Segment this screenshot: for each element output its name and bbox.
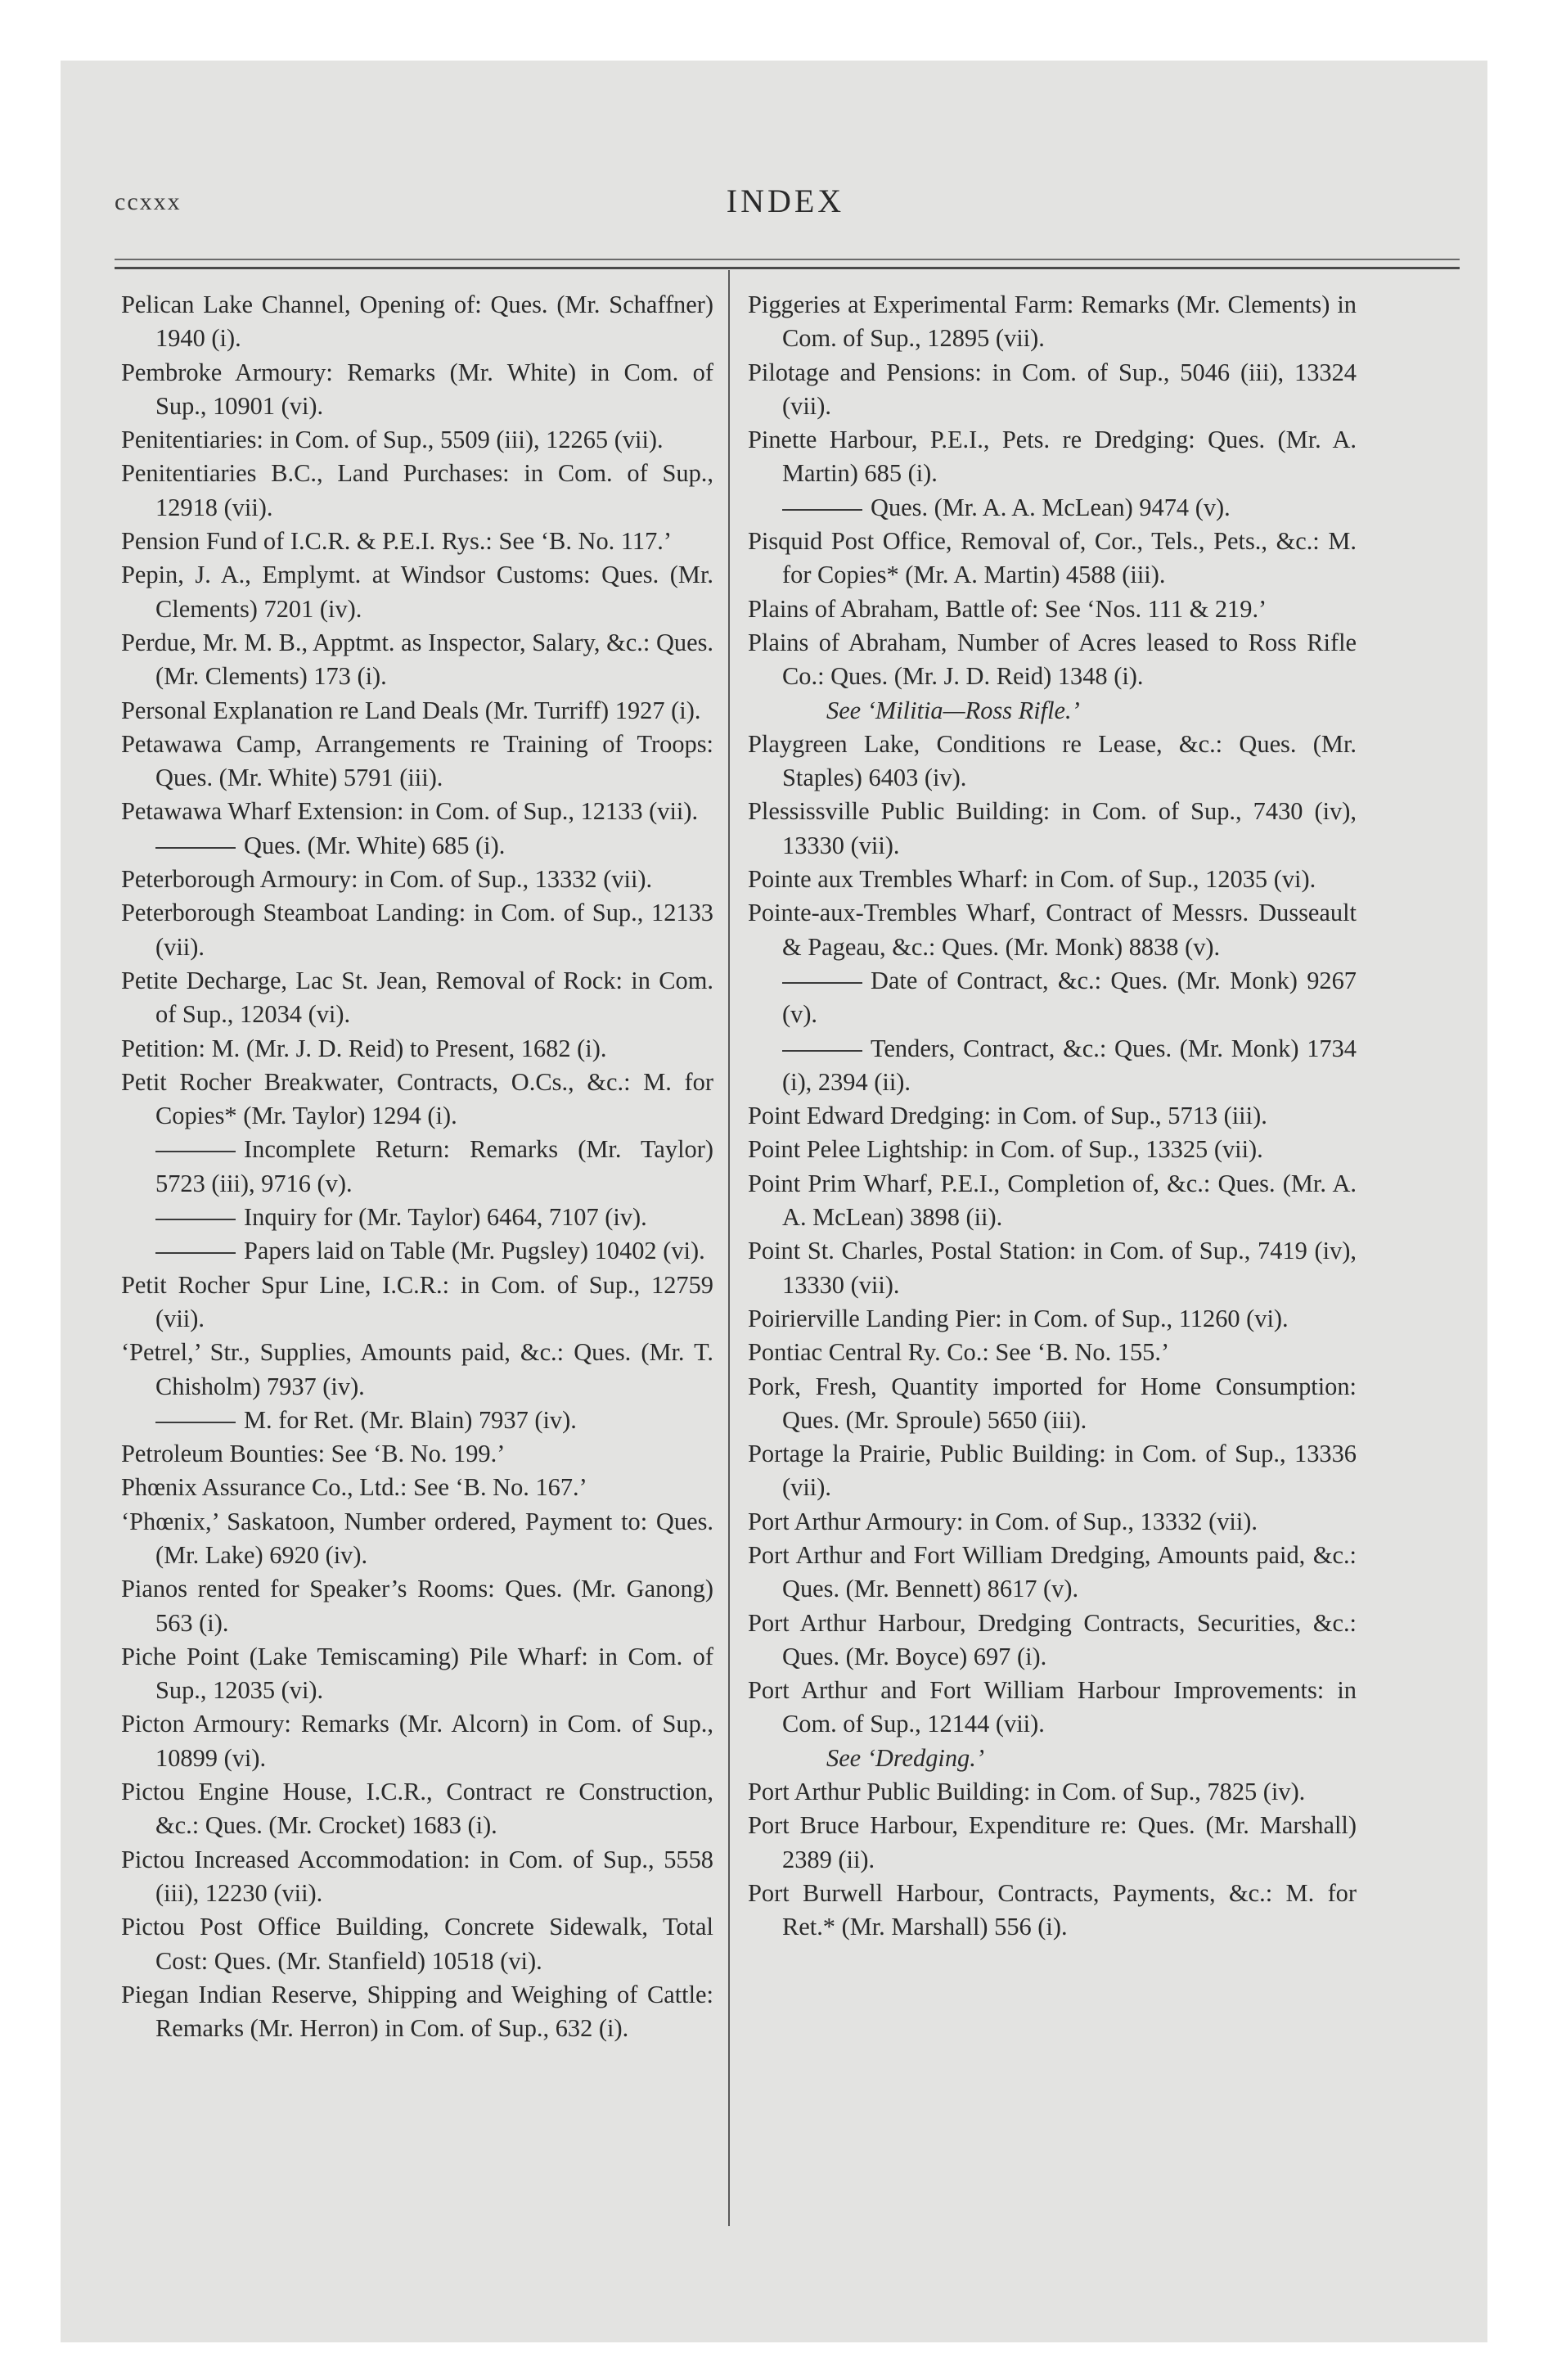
entry-text: ‘Petrel,’ Str., Supplies, Amounts paid, &c.: Ques. (Mr. T. Chisholm) 7937 (iv). (121, 1338, 713, 1400)
entry-text: Point Pelee Lightship: in Com. of Sup., 13325 (vii). (748, 1135, 1263, 1164)
entry-text: Pinette Harbour, P.E.I., Pets. re Dredging: Ques. (Mr. A. Martin) 685 (i). (748, 426, 1357, 488)
header-rule-thick (115, 267, 1460, 269)
index-entry (748, 795, 1357, 863)
entry-text: Pisquid Post Office, Removal of, Cor., Tels., Pets., &c.: M. for Copies* (Mr. A. Martin) 4588 (iii). (748, 527, 1357, 589)
entry-text: Petit Rocher Spur Line, I.C.R.: in Com. of Sup., 12759 (vii). (121, 1270, 713, 1332)
index-entry (748, 1234, 1357, 1302)
entry-text: Port Arthur Public Building: in Com. of Sup., 7825 (iv). (748, 1778, 1306, 1806)
entry-text: Plains of Abraham, Battle of: See ‘Nos. 111 & 219.’ (748, 594, 1267, 623)
index-entry (748, 626, 1357, 694)
index-entry (121, 863, 713, 896)
entry-text: Port Arthur Harbour, Dredging Contracts, Securities, &c.: Ques. (Mr. Boyce) 697 (i). (748, 1608, 1357, 1670)
index-entry (748, 1877, 1357, 1945)
entry-text: Piegan Indian Reserve, Shipping and Weighing of Cattle: Remarks (Mr. Herron) in Com. of Sup., 632 (i). (121, 1980, 713, 2043)
index-entry (121, 1572, 713, 1640)
index-entry (121, 728, 713, 796)
entry-text: Pelican Lake Channel, Opening of: Ques. (Mr. Schaffner) 1940 (i). (121, 291, 713, 353)
entry-text: Port Arthur and Fort William Harbour Improvements: in Com. of Sup., 12144 (vii). (748, 1676, 1357, 1738)
index-entry (121, 1437, 713, 1471)
page-title: INDEX (726, 183, 845, 219)
entry-text: Port Arthur and Fort William Dredging, Amounts paid, &c.: Ques. (Mr. Bennett) 8617 (v). (748, 1540, 1357, 1603)
index-entry (748, 1809, 1357, 1877)
index-entry (121, 896, 713, 964)
index-entry (748, 1167, 1357, 1235)
page-header (115, 182, 1456, 231)
index-entry (748, 288, 1357, 356)
index-entry (748, 728, 1357, 796)
index-entry (121, 694, 713, 728)
index-entry (121, 1471, 713, 1504)
entry-text: Date of Contract, &c.: Ques. (Mr. Monk) 9267 (v). (782, 966, 1357, 1029)
entry-text: See ‘Militia—Ross Rifle.’ (826, 696, 1080, 724)
index-cross-reference (748, 1742, 1357, 1775)
index-subentry (121, 1201, 713, 1234)
ditto-dash (155, 1422, 236, 1423)
entry-text: Papers laid on Table (Mr. Pugsley) 10402 (vi). (244, 1237, 705, 1265)
entry-text: Pictou Engine House, I.C.R., Contract re Construction, &c.: Ques. (Mr. Crocket) 1683 (i). (121, 1778, 713, 1840)
entry-text: Port Bruce Harbour, Expenditure re: Ques. (Mr. Marshall) 2389 (ii). (748, 1811, 1357, 1873)
entry-text: Petite Decharge, Lac St. Jean, Removal of Rock: in Com. of Sup., 12034 (vi). (121, 966, 713, 1029)
ditto-dash (782, 1050, 862, 1052)
entry-text: Peterborough Armoury: in Com. of Sup., 13332 (vii). (121, 865, 653, 894)
entry-text: Plains of Abraham, Number of Acres leased to Ross Rifle Co.: Ques. (Mr. J. D. Reid) 1348 (i). (748, 628, 1357, 691)
index-subentry (748, 491, 1357, 525)
index-entry (121, 1910, 713, 1978)
entry-text: Point St. Charles, Postal Station: in Com. of Sup., 7419 (iv), 13330 (vii). (748, 1237, 1357, 1299)
index-entry (748, 1607, 1357, 1675)
index-entry (748, 356, 1357, 424)
index-subentry (748, 964, 1357, 1032)
header-rule-thin (115, 259, 1460, 260)
entry-text: Penitentiaries B.C., Land Purchases: in Com. of Sup., 12918 (vii). (121, 459, 713, 521)
index-entry (748, 1775, 1357, 1809)
entry-text: Petit Rocher Breakwater, Contracts, O.Cs., &c.: M. for Copies* (Mr. Taylor) 1294 (i). (121, 1067, 713, 1130)
entry-text: Pointe-aux-Trembles Wharf, Contract of Messrs. Dusseault & Pageau, &c.: Ques. (Mr. Monk) 8838 (v). (748, 899, 1357, 961)
entry-text: Inquiry for (Mr. Taylor) 6464, 7107 (iv). (244, 1203, 647, 1232)
entry-text: Perdue, Mr. M. B., Apptmt. as Inspector, Salary, &c.: Ques. (Mr. Clements) 173 (i). (121, 628, 713, 691)
column-divider (728, 270, 730, 2226)
entry-text: Pilotage and Pensions: in Com. of Sup., 5046 (iii), 13324 (vii). (748, 358, 1357, 420)
entry-text: Pepin, J. A., Emplymt. at Windsor Customs: Ques. (Mr. Clements) 7201 (iv). (121, 561, 713, 623)
index-entry (121, 423, 713, 457)
index-cross-reference (748, 694, 1357, 728)
index-entry (121, 1707, 713, 1775)
entry-text: Pictou Post Office Building, Concrete Sidewalk, Total Cost: Ques. (Mr. Stanfield) 10518 (vi). (121, 1913, 713, 1975)
entry-text: Incomplete Return: Remarks (Mr. Taylor) 5723 (iii), 9716 (v). (155, 1135, 713, 1197)
entry-text: Pianos rented for Speaker’s Rooms: Ques. (Mr. Ganong) 563 (i). (121, 1575, 713, 1637)
index-subentry (121, 1133, 713, 1201)
index-entry (121, 1843, 713, 1911)
entry-text: Point Prim Wharf, P.E.I., Completion of, &c.: Ques. (Mr. A. A. McLean) 3898 (ii). (748, 1169, 1357, 1232)
entry-text: Pictou Increased Accommodation: in Com. of Sup., 5558 (iii), 12230 (vii). (121, 1845, 713, 1907)
entry-text: Port Burwell Harbour, Contracts, Payments, &c.: M. for Ret.* (Mr. Marshall) 556 (i). (748, 1878, 1357, 1941)
index-entry (748, 1505, 1357, 1539)
entry-text: Petawawa Wharf Extension: in Com. of Sup., 12133 (vii). (121, 797, 699, 826)
index-entry (748, 1302, 1357, 1336)
ditto-dash (782, 509, 862, 511)
entry-text: Pension Fund of I.C.R. & P.E.I. Rys.: See ‘B. No. 117.’ (121, 527, 673, 556)
index-entry (748, 1370, 1357, 1438)
index-entry (748, 896, 1357, 964)
entry-text: Picton Armoury: Remarks (Mr. Alcorn) in Com. of Sup., 10899 (vi). (121, 1710, 713, 1772)
index-entry (748, 423, 1357, 491)
index-entry (121, 1336, 713, 1404)
entry-text: Phœnix Assurance Co., Ltd.: See ‘B. No. 167.’ (121, 1473, 587, 1502)
index-column-right (748, 288, 1357, 1945)
ditto-dash (155, 1219, 236, 1220)
entry-text: Pontiac Central Ry. Co.: See ‘B. No. 155.’ (748, 1338, 1170, 1367)
index-entry (121, 457, 713, 525)
index-entry (121, 1978, 713, 2046)
ditto-dash (155, 1252, 236, 1254)
index-entry (121, 964, 713, 1032)
entry-text: Ques. (Mr. White) 685 (i). (244, 831, 506, 859)
entry-text: Plessissville Public Building: in Com. of Sup., 7430 (iv), 13330 (vii). (748, 797, 1357, 859)
index-entry (748, 1437, 1357, 1505)
entry-text: Petawawa Camp, Arrangements re Training of Troops: Ques. (Mr. White) 5791 (iii). (121, 729, 713, 792)
entry-text: See ‘Dredging.’ (826, 1743, 984, 1772)
index-entry (121, 1775, 713, 1843)
index-entry (121, 795, 713, 828)
index-entry (748, 593, 1357, 626)
index-column-left (121, 288, 713, 2045)
index-entry (121, 1505, 713, 1573)
entry-text: Piggeries at Experimental Farm: Remarks (Mr. Clements) in Com. of Sup., 12895 (vii). (748, 291, 1357, 353)
index-entry (748, 1674, 1357, 1742)
index-entry (121, 288, 713, 356)
entry-text: Poirierville Landing Pier: in Com. of Sup., 11260 (vi). (748, 1304, 1289, 1332)
entry-text: Tenders, Contract, &c.: Ques. (Mr. Monk) 1734 (i), 2394 (ii). (782, 1034, 1357, 1096)
index-entry (748, 863, 1357, 896)
index-entry (748, 525, 1357, 593)
index-entry (748, 1099, 1357, 1133)
ditto-dash (155, 1151, 236, 1152)
entry-text: Pembroke Armoury: Remarks (Mr. White) in Com. of Sup., 10901 (vi). (121, 358, 713, 420)
index-subentry (121, 1404, 713, 1437)
entry-text: Pointe aux Trembles Wharf: in Com. of Sup., 12035 (vi). (748, 865, 1316, 894)
entry-text: Port Arthur Armoury: in Com. of Sup., 13332 (vii). (748, 1507, 1258, 1535)
index-entry (121, 356, 713, 424)
index-entry (121, 1066, 713, 1134)
entry-text: Portage la Prairie, Public Building: in Com. of Sup., 13336 (vii). (748, 1440, 1357, 1502)
index-entry (121, 558, 713, 626)
ditto-dash (782, 982, 862, 984)
entry-text: Penitentiaries: in Com. of Sup., 5509 (iii), 12265 (vii). (121, 426, 664, 454)
entry-text: Peterborough Steamboat Landing: in Com. of Sup., 12133 (vii). (121, 899, 713, 961)
entry-text: Petroleum Bounties: See ‘B. No. 199.’ (121, 1440, 506, 1468)
entry-text: ‘Phœnix,’ Saskatoon, Number ordered, Payment to: Ques. (Mr. Lake) 6920 (iv). (121, 1507, 713, 1569)
index-entry (121, 626, 713, 694)
index-entry (121, 525, 713, 558)
index-subentry (748, 1032, 1357, 1100)
entry-text: Piche Point (Lake Temiscaming) Pile Wharf: in Com. of Sup., 12035 (vi). (121, 1642, 713, 1705)
index-entry (748, 1336, 1357, 1369)
index-entry (121, 1640, 713, 1708)
entry-text: Petition: M. (Mr. J. D. Reid) to Present, 1682 (i). (121, 1034, 607, 1062)
index-entry (121, 1032, 713, 1066)
entry-text: Playgreen Lake, Conditions re Lease, &c.: Ques. (Mr. Staples) 6403 (iv). (748, 729, 1357, 792)
entry-text: M. for Ret. (Mr. Blain) 7937 (iv). (244, 1405, 577, 1434)
entry-text: Ques. (Mr. A. A. McLean) 9474 (v). (871, 493, 1231, 521)
ditto-dash (155, 847, 236, 849)
entry-text: Personal Explanation re Land Deals (Mr. Turriff) 1927 (i). (121, 696, 701, 724)
index-subentry (121, 829, 713, 863)
page-number: ccxxx (115, 188, 182, 215)
entry-text: Point Edward Dredging: in Com. of Sup., 5713 (iii). (748, 1102, 1267, 1130)
entry-text: Pork, Fresh, Quantity imported for Home Consumption: Ques. (Mr. Sproule) 5650 (iii). (748, 1372, 1357, 1434)
index-subentry (121, 1234, 713, 1268)
index-entry (748, 1539, 1357, 1607)
index-entry (748, 1133, 1357, 1166)
index-entry (121, 1269, 713, 1336)
